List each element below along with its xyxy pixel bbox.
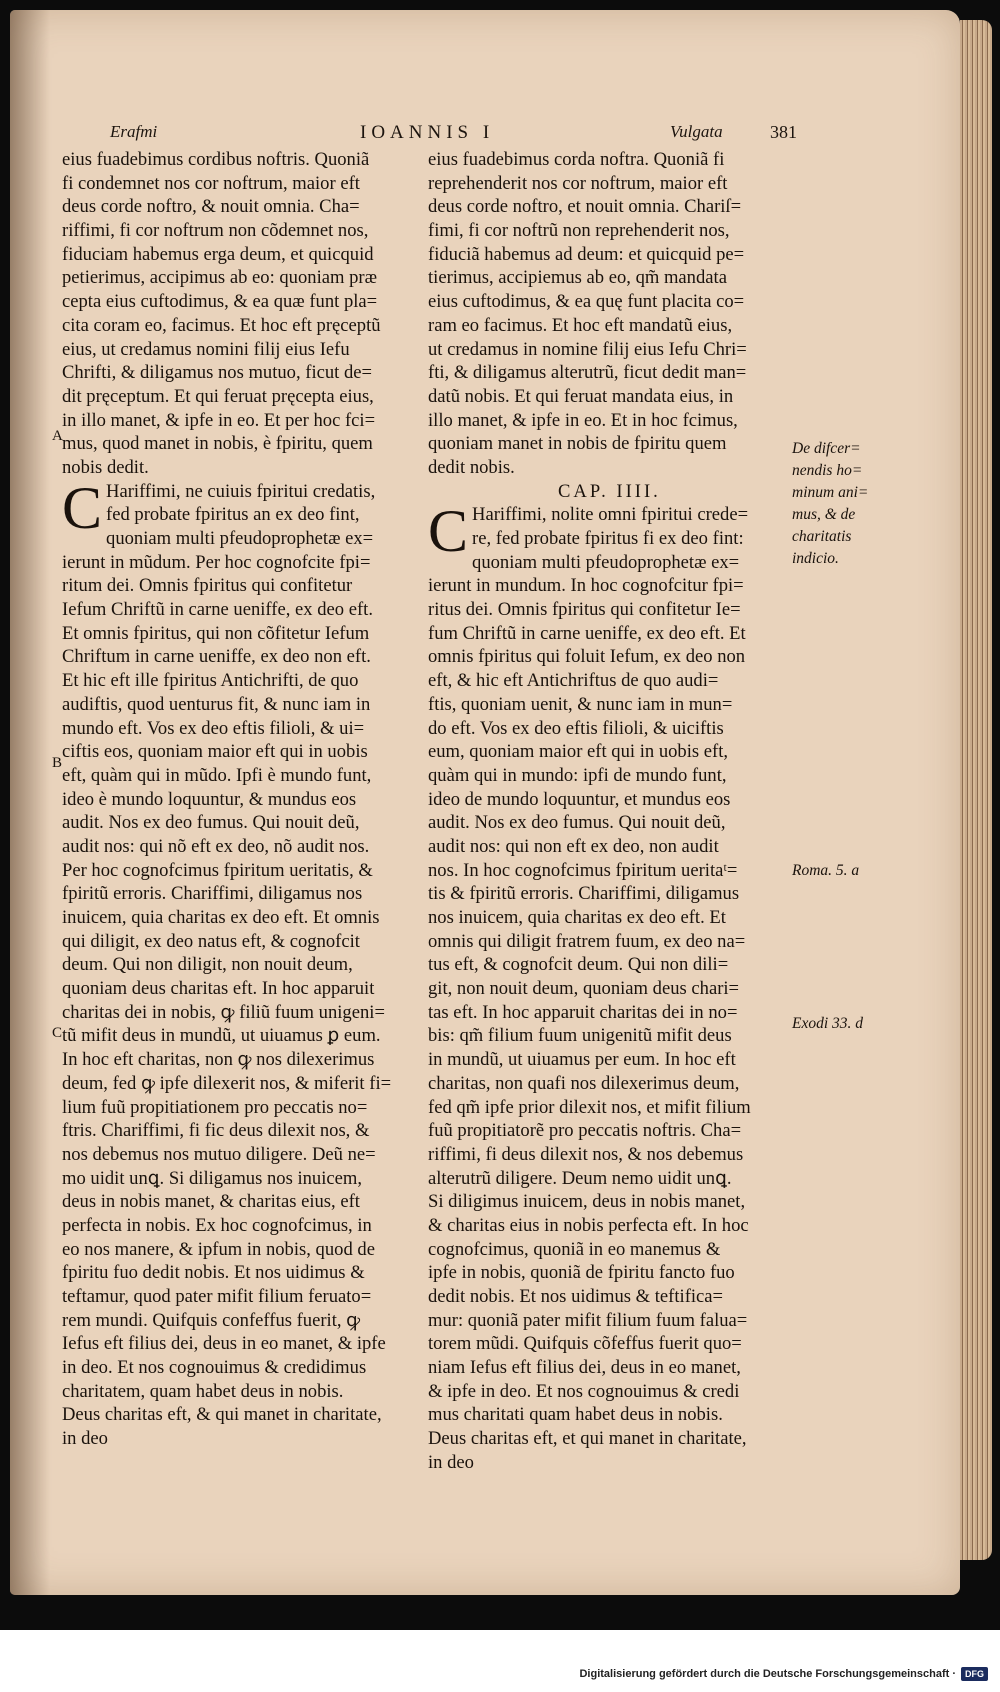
marginal-note-line: indicio. (792, 550, 839, 567)
text-line: eius fuadebimus corda noftra. Quoniã fi (428, 149, 725, 170)
text-line: tas eft. In hoc apparuit charitas dei in no= (428, 1001, 738, 1023)
text-line: in deo (428, 1451, 474, 1473)
text-line: tis & fpiritũ erroris. Chariffimi, diligamus (428, 883, 740, 905)
text-line: eius, ut credamus nomini filij eius Iefu (62, 338, 350, 360)
text-line: ftis, quoniam uenit, & nunc iam in mun= (428, 693, 733, 715)
text-line: ritus dei. Omnis fpiritus qui confitetur Ie= (428, 599, 741, 621)
text-line: audit nos: qui nõ eft ex deo, nõ audit nos. (62, 835, 370, 857)
text-line: omnis qui diligit fratrem fuum, ex deo na= (428, 930, 746, 952)
text-line: fum Chriftũ in carne ueniffe, ex deo eft. Et (428, 622, 746, 644)
section-letter-a: A (52, 428, 63, 444)
marginal-note-roma (792, 860, 859, 882)
text-line: omnis fpiritus qui foluit Iefum, ex deo non (428, 646, 746, 668)
text-line: Si diligimus inuicem, deus in nobis manet, (428, 1191, 746, 1213)
text-line: eum, quoniam maior eft qui in uobis eft, (428, 741, 729, 763)
text-line: perfecta in nobis. Ex hoc cognofcimus, in (62, 1214, 372, 1236)
running-head-right: Vulgata (670, 122, 723, 141)
text-line: ideo de mundo loquuntur, et mundus eos (428, 788, 731, 810)
page-number: 381 (770, 122, 797, 142)
text-line: ierunt in mundum. In hoc cognofcitur fpi= (428, 575, 744, 597)
text-line: riffimi, fi cor noftrum non cõdemnet nos, (62, 220, 369, 242)
text-line: in deo (62, 1428, 108, 1450)
text-line: bis: qm̃ filium fuum unigenitũ mifit deus (428, 1025, 732, 1047)
text-line: mus, quod manet in nobis, è fpiritu, quem (62, 433, 373, 455)
marginal-note-exodi (792, 1013, 863, 1035)
text-line: quoniam manet in nobis de fpiritu quem (428, 433, 727, 455)
drop-capital: C (62, 474, 103, 541)
text-line: In hoc eft charitas, non ꝙ nos dilexerimus (62, 1049, 375, 1071)
text-line: fpiritu fuo dedit nobis. Et nos uidimus & (62, 1262, 365, 1284)
text-line: ciftis eos, quoniam maior eft qui in uobis (62, 741, 368, 763)
text-line: quoniam multi pfeudoprophetæ ex= (472, 551, 740, 573)
text-line: cognofcimus, quoniã in eo manemus & (428, 1238, 721, 1260)
text-line: fiduciã habemus ad deum: et quicquid pe= (428, 243, 745, 265)
text-line: dit pręceptum. Et qui feruat pręcepta eius, (62, 385, 374, 407)
text-line: Chrifti, & diligamus nos mutuo, ficut de= (62, 362, 373, 384)
text-line: Et omnis fpiritus, qui non cõfitetur Iefum (62, 622, 370, 644)
text-line: ut credamus in nomine filij eius Iefu Chri= (428, 338, 747, 360)
running-head-left: Erafmi (110, 122, 158, 141)
text-line: teftamur, quod pater mifit filium feruato= (62, 1286, 372, 1307)
gutter-shadow (10, 10, 50, 1595)
section-letter-c: C (52, 1025, 63, 1041)
text-line: git, non nouit deum, quoniam deus chari= (428, 978, 740, 1000)
text-line: ideo è mundo loquuntur, & mundus eos (62, 788, 357, 810)
marginal-note-line: nendis ho= (792, 462, 863, 479)
text-line: datũ nobis. Et qui feruat mandata eius, in (428, 385, 734, 407)
text-line: dedit nobis. Et nos uidimus & teftifica= (428, 1286, 724, 1307)
text-line: fed probate fpiritus an ex deo fint, (106, 504, 360, 526)
text-line: mundo eft. Vos ex deo eftis filioli, & ui= (62, 717, 365, 739)
text-line: mo uidit unꝗ. Si diligamus nos inuicem, (62, 1167, 363, 1189)
text-line: in deo. Et nos cognouimus & credidimus (62, 1357, 367, 1379)
text-line: lium fuũ propitiationem pro peccatis no= (62, 1096, 368, 1118)
text-line: eft, quàm qui in mũdo. Ipfi è mundo funt, (62, 764, 372, 786)
text-line: ritum dei. Omnis fpiritus qui confitetur (62, 575, 353, 597)
dfg-logo: DFG (961, 1667, 988, 1681)
text-line: Deus charitas eft, et qui manet in charitate, (428, 1428, 747, 1450)
marginal-note-line: Exodi 33. d (792, 1015, 864, 1032)
text-line: deus corde noftro, et nouit omnia. Chariſ= (428, 196, 742, 218)
text-line: deum. Qui non diligit, non nouit deum, (62, 954, 353, 976)
vulgate-column (428, 148, 793, 1475)
text-line: eft, & hic eft Antichriftus de quo audi= (428, 670, 719, 692)
text-line: mur: quoniã pater mifit filium fuum falua= (428, 1309, 748, 1331)
text-line: fed qm̃ ipfe prior dilexit nos, et mifit filium (428, 1096, 751, 1118)
text-line: audit nos: qui non eft ex deo, non audit (428, 835, 719, 857)
text-line: nos inuicem, quia charitas ex deo eft. Et (428, 907, 726, 928)
text-line: charitas, non quafi nos dilexerimus deum, (428, 1072, 740, 1094)
text-line: do eft. Vos ex deo eftis filioli, & uiciftis (428, 717, 724, 739)
chapter-heading: CAP. IIII. (558, 480, 661, 502)
text-line: fuũ propitiatorẽ pro peccatis noftris. Cha= (428, 1120, 742, 1142)
text-line: fpiritũ erroris. Chariffimi, diligamus nos (62, 883, 363, 905)
text-line: Chriftum in carne ueniffe, ex deo non eft. (62, 646, 371, 668)
text-line: nos. In hoc cognofcimus fpiritum ueritaᵗ= (428, 859, 738, 881)
text-line: Et hic eft ille fpiritus Antichrifti, de quo (62, 670, 359, 692)
footer-band (0, 1630, 1000, 1692)
text-line: audit. Nos ex deo fumus. Qui nouit deũ, (428, 812, 726, 834)
marginal-note-line: Roma. 5. a (792, 862, 860, 879)
text-line: re, fed probate fpiritus fi ex deo fint: (472, 528, 744, 549)
text-line: & charitas eius in nobis perfecta eft. In hoc (428, 1214, 749, 1236)
text-line: fimi, fi cor noftrũ non reprehenderit nos, (428, 220, 730, 242)
text-line-content: Hariffimi, ne cuiuis fpiritui credatis, (106, 480, 376, 502)
text-line: Iefum Chriftũ in carne ueniffe, ex deo eft. (62, 599, 373, 621)
text-line: Deus charitas eft, & qui manet in charitate, (62, 1404, 382, 1426)
text-line: quoniam deus charitas eft. In hoc apparuit (62, 978, 375, 1000)
text-line: fiduciam habemus erga deum, et quicquid (62, 243, 374, 265)
erasmus-column (62, 148, 417, 1451)
marginal-note-discernendis (792, 438, 868, 570)
section-letter-b: B (52, 755, 63, 771)
text-line: rem mundi. Quifquis confeffus fuerit, ꝙ (62, 1309, 361, 1331)
text-line: nobis dedit. (62, 456, 149, 478)
marginal-note-line: mus, & de (792, 506, 856, 523)
text-line: eius cuftodimus, & ea quę funt placita co= (428, 291, 745, 313)
text-line: Per hoc cognofcimus fpiritum ueritatis, & (62, 859, 373, 881)
text-line: petierimus, accipimus ab eo: quoniam præ (62, 267, 377, 289)
text-line: in mundũ, ut uiuamus per eum. In hoc eft (428, 1049, 736, 1071)
text-line: nos debemus nos mutuo diligere. Deũ ne= (62, 1143, 376, 1165)
text-line: niam Iefus eft filius dei, deus in eo manet, (428, 1357, 741, 1379)
text-line: eo nos manere, & ipfum in nobis, quod de (62, 1238, 375, 1260)
text-line: torem mũdi. Quifquis cõfeffus fuerit quo= (428, 1333, 742, 1355)
text-line-content: Hariffimi, nolite omni fpiritui crede= (472, 504, 749, 526)
text-line: audiftis, quod uenturus fit, & nunc iam in (62, 693, 371, 715)
marginal-note-line: minum ani= (792, 484, 869, 501)
text-line: dedit nobis. (428, 456, 515, 478)
footer-text: Digitalisierung gefördert durch die Deutsche Forschungsgemeinschaft · (579, 1668, 956, 1680)
text-line: eius fuadebimus cordibus noftris. Quoniã (62, 149, 370, 170)
text-line: charitas dei in nobis, ꝙ filiũ fuum unigeni= (62, 1001, 385, 1023)
text-line: reprehenderit nos cor noftrum, maior eft (428, 172, 728, 194)
text-line: tus eft, & cognofcit deum. Qui non dili= (428, 954, 729, 976)
text-line: fti, & diligamus alterutrũ, ficut dedit man= (428, 362, 747, 384)
text-line: qui diligit, ex deo natus eft, & cognofcit (62, 930, 360, 952)
text-line: in illo manet, & ipfe in eo. Et per hoc fci= (62, 409, 376, 431)
text-line: ftris. Chariffimi, fi fic deus dilexit nos, & (62, 1120, 370, 1142)
text-line: deum, fed ꝙ ipfe dilexerit nos, & miferit fi= (62, 1072, 392, 1094)
text-line: ram eo facimus. Et hoc eft mandatũ eius, (428, 314, 733, 336)
page-edges (960, 20, 992, 1560)
text-line: mus charitati quam habet deus in nobis. (428, 1404, 723, 1426)
text-line: deus in nobis manet, & charitas eius, eft (62, 1191, 360, 1213)
text-line: deus corde noftro, & nouit omnia. Cha= (62, 196, 360, 218)
text-line: cita coram eo, facimus. Et hoc eft pręceptũ (62, 314, 381, 336)
text-line: inuicem, quia charitas ex deo eft. Et omnis (62, 907, 380, 928)
text-line: ipfe in nobis, quoniã de fpiritu fancto fuo (428, 1262, 735, 1284)
text-line: tũ mifit deus in mundũ, ut uiuamus ꝑ eum. (62, 1025, 381, 1047)
marginal-note-line: charitatis (792, 528, 852, 545)
text-line: charitatem, quam habet deus in nobis. (62, 1380, 344, 1402)
text-line: alterutrũ diligere. Deum nemo uidit unꝗ. (428, 1167, 732, 1189)
text-line: tierimus, accipiemus ab eo, qm̃ mandata (428, 267, 727, 289)
running-head-center: IOANNIS I (360, 122, 495, 143)
text-line: audit. Nos ex deo fumus. Qui nouit deũ, (62, 812, 360, 834)
text-line: cepta eius cuftodimus, & ea quæ funt pla= (62, 291, 378, 313)
text-line: quoniam multi pfeudoprophetæ ex= (106, 528, 374, 549)
marginal-note-line: De difcer= (792, 440, 861, 457)
text-line: fi condemnet nos cor noftrum, maior eft (62, 172, 360, 194)
footer (579, 1667, 988, 1681)
book-page (10, 10, 960, 1595)
drop-capital: C (428, 498, 469, 565)
text-line: illo manet, & ipfe in eo. Et in hoc fcimus, (428, 409, 738, 431)
text-line: quàm qui in mundo: ipfi de mundo funt, (428, 764, 727, 786)
text-line: Iefus eft filius dei, deus in eo manet, & ipfe (62, 1333, 386, 1355)
text-line: ierunt in mũdum. Per hoc cognofcite fpi= (62, 551, 371, 573)
text-line: & ipfe in deo. Et nos cognouimus & credi (428, 1380, 740, 1402)
text-line: riffimi, fi deus dilexit nos, & nos debemus (428, 1143, 744, 1165)
